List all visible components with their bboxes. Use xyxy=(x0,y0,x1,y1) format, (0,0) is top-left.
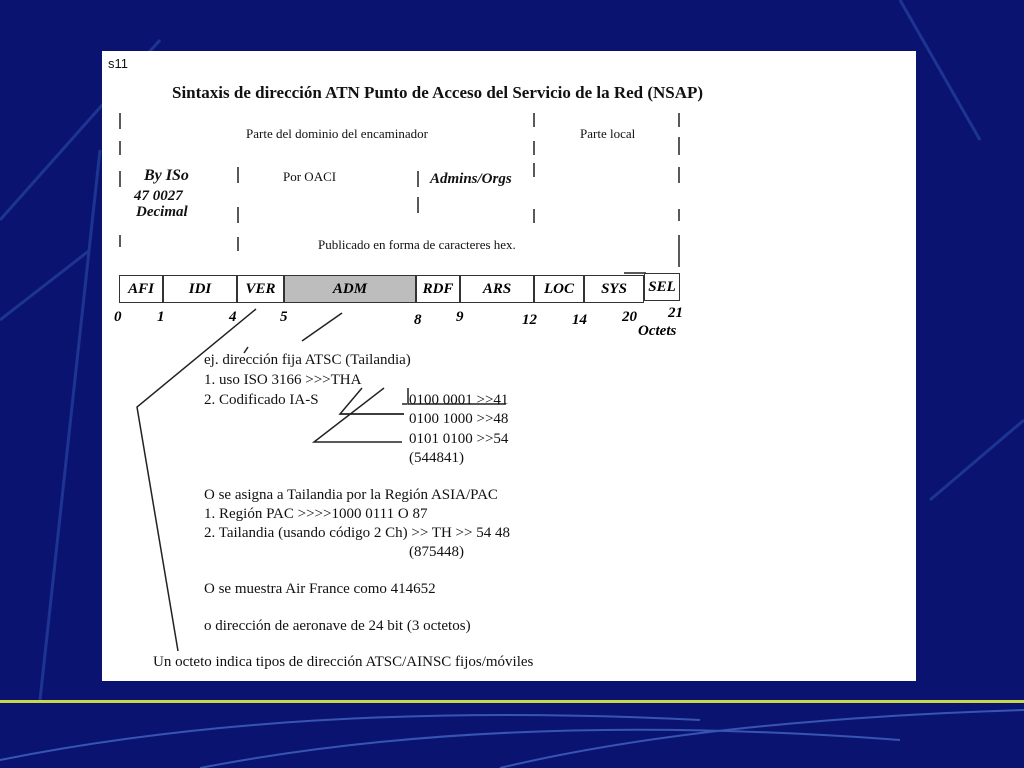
admins-label: Admins/Orgs xyxy=(430,171,512,187)
field-sel: SEL xyxy=(644,273,680,301)
aircraft-text: o dirección de aeronave de 24 bit (3 octetos) xyxy=(204,618,471,634)
field-ver: VER xyxy=(237,275,284,303)
field-sys: SYS xyxy=(584,275,644,303)
por-oaci-label: Por OACI xyxy=(283,169,337,184)
by-iso-label: By ISo xyxy=(144,167,189,184)
alt-line2: 2. Tailandia (usando código 2 Ch) >> TH >> 54 48 xyxy=(204,525,510,541)
alt-result: (875448) xyxy=(409,544,464,560)
offset-14: 14 xyxy=(572,312,587,328)
example-title: ej. dirección fija ATSC (Tailandia) xyxy=(204,352,411,368)
offset-8: 8 xyxy=(414,312,422,328)
alt-title: O se asigna a Tailandia por la Región ASIA/PAC xyxy=(204,487,498,503)
offset-1: 1 xyxy=(157,309,165,325)
by-iso-code: 47 0027 xyxy=(134,188,183,204)
domain-part-label: Parte del dominio del encaminador xyxy=(246,126,428,141)
example-line1: 1. uso ISO 3166 >>>THA xyxy=(204,372,362,388)
offset-21: 21 xyxy=(668,305,683,321)
field-rdf: RDF xyxy=(416,275,460,303)
offset-4: 4 xyxy=(229,309,237,325)
published-label: Publicado en forma de caracteres hex. xyxy=(318,237,516,252)
offset-12: 12 xyxy=(522,312,537,328)
by-iso-decimal: Decimal xyxy=(136,204,188,220)
example-code1: 0100 0001 >>41 xyxy=(409,392,509,408)
local-part-label: Parte local xyxy=(580,126,636,141)
offset-9: 9 xyxy=(456,309,464,325)
field-idi: IDI xyxy=(163,275,237,303)
example-line2: 2. Codificado IA-S xyxy=(204,392,319,408)
footer-note: Un octeto indica tipos de dirección ATSC/AINSC fijos/móviles xyxy=(153,654,534,670)
field-adm: ADM xyxy=(284,275,416,303)
octets-label: Octets xyxy=(638,323,677,339)
field-ars: ARS xyxy=(460,275,534,303)
air-france-text: O se muestra Air France como 414652 xyxy=(204,581,436,597)
page-title: Sintaxis de dirección ATN Punto de Acceso del Servicio de la Red (NSAP) xyxy=(172,83,704,102)
field-loc: LOC xyxy=(534,275,584,303)
alt-line1: 1. Región PAC >>>>1000 0111 O 87 xyxy=(204,506,428,522)
offset-0: 0 xyxy=(114,309,122,325)
example-code3: 0101 0100 >>54 xyxy=(409,431,509,447)
offset-5: 5 xyxy=(280,309,288,325)
offset-20: 20 xyxy=(622,309,637,325)
field-afi: AFI xyxy=(119,275,163,303)
slide-content xyxy=(102,51,916,681)
example-code2: 0100 1000 >>48 xyxy=(409,411,509,427)
example-code-result: (544841) xyxy=(409,450,464,466)
slide-tag: s11 xyxy=(108,56,128,71)
